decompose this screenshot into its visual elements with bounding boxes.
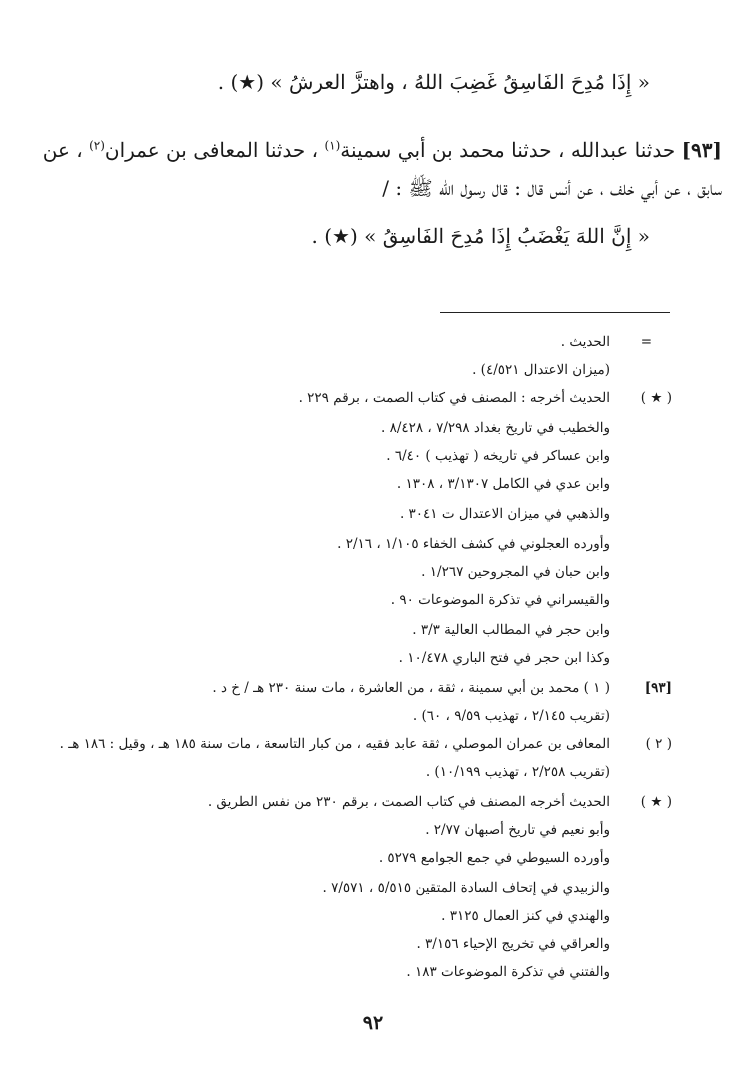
page-number: ٩٢: [362, 1012, 384, 1034]
footnote-ref-2[interactable]: (٢): [89, 138, 105, 153]
footnote-line: وابن عدي في الكامل ٣/١٣٠٧ ، ١٣٠٨ .: [396, 476, 610, 492]
isnad-part-3: ، عن: [42, 138, 90, 162]
footnote-line: وكذا ابن حجر في فتح الباري ١٠/٤٧٨ .: [398, 650, 610, 666]
isnad-part-1: حدثنا عبدالله ، حدثنا محمد بن أبي سمينة: [340, 138, 682, 162]
footnote-line: المعافى بن عمران الموصلي ، ثقة عابد فقيه ، من كبار التاسعة ، مات سنة ١٨٥ هـ ، وقيل : ١٨٦ هـ .: [59, 736, 610, 752]
footnote-line: (تقريب ٢/١٤٥ ، تهذيب ٩/٥٩ ، ٦٠) .: [412, 708, 610, 724]
continuation-mark: =: [640, 334, 652, 350]
footnote-line: والقيسراني في تذكرة الموضوعات ٩٠ .: [390, 592, 610, 608]
note-2-label: ( ٢ ): [645, 736, 672, 752]
isnad-part-2: ، حدثنا المعافى بن عمران: [104, 138, 325, 162]
hadith-number: [٩٣]: [681, 138, 722, 162]
footnote-line: والفتني في تذكرة الموضوعات ١٨٣ .: [406, 964, 610, 980]
star-label-1: ( ★ ): [640, 390, 672, 406]
footnote-line: (تقريب ٢/٢٥٨ ، تهذيب ١٠/١٩٩) .: [425, 764, 610, 780]
star-label-2: ( ★ ): [640, 794, 672, 810]
footnote-line: والهندي في كنز العمال ٣١٢٥ .: [441, 908, 610, 924]
footnote-line: وابن عساكر في تاريخه ( تهذيب ) ٦/٤٠ .: [386, 448, 610, 464]
footnote-line: وأورده السيوطي في جمع الجوامع ٥٢٧٩ .: [378, 850, 610, 866]
hadith-line-1: « إِذَا مُدِحَ الفَاسِقُ غَضِبَ اللهُ ، واهتزَّ العرشُ » (★) .: [217, 70, 650, 94]
footnote-ref-1[interactable]: (١): [324, 138, 341, 153]
footnote-line: والزبيدي في إتحاف السادة المتقين ٥/٥١٥ ، ٧/٥٧١ .: [322, 880, 610, 896]
footnote-line: والخطيب في تاريخ بغداد ٧/٢٩٨ ، ٨/٤٢٨ .: [380, 420, 610, 436]
hadith-line-3: سابق ، عن أبي خلف ، عن أنس قال : قال رسول الله ﷺ : /: [382, 176, 722, 200]
hadith-93-isnad-line: [43, 136, 722, 164]
footnote-line: الحديث .: [560, 334, 610, 350]
footnote-line: وأورده العجلوني في كشف الخفاء ١/١٠٥ ، ٢/١٦ .: [337, 536, 610, 552]
footnote-line: ( ١ ) محمد بن أبي سمينة ، ثقة ، من العاشرة ، مات سنة ٢٣٠ هـ / خ د .: [212, 680, 610, 696]
hadith-93-label: [٩٣]: [644, 680, 672, 696]
hadith-line-4: « إِنَّ اللهَ يَغْضَبُ إِذَا مُدِحَ الفَاسِقُ » (★) .: [311, 224, 650, 248]
footnote-line: الحديث أخرجه المصنف في كتاب الصمت ، برقم ٢٣٠ من نفس الطريق .: [207, 794, 610, 810]
footnote-separator: [440, 312, 670, 313]
footnote-line: وابن حبان في المجروحين ١/٢٦٧ .: [421, 564, 610, 580]
footnote-line: والذهبي في ميزان الاعتدال ت ٣٠٤١ .: [399, 506, 610, 522]
footnote-line: وأبو نعيم في تاريخ أصبهان ٢/٧٧ .: [425, 822, 610, 838]
footnote-line: (ميزان الاعتدال ٤/٥٢١) .: [472, 362, 610, 378]
footnote-line: وابن حجر في المطالب العالية ٣/٣ .: [412, 622, 610, 638]
footnote-line: والعراقي في تخريج الإحياء ٣/١٥٦ .: [416, 936, 610, 952]
footnote-line: الحديث أخرجه : المصنف في كتاب الصمت ، برقم ٢٢٩ .: [298, 390, 610, 406]
